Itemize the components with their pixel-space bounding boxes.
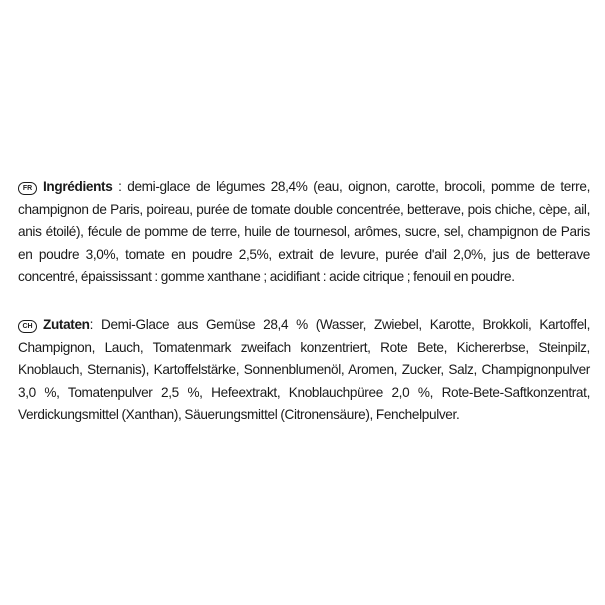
ingredients-fr-block xyxy=(18,176,590,289)
country-badge-ch: CH xyxy=(18,320,37,333)
ingredients-ch-text: : Demi-Glace aus Gemüse 28,4 % (Wasser, Zwiebel, Karotte, Brokkoli, Kartoffel, Champignon, Lauch, Tomatenmark zweifach konzentriert, Rote Bete, Kichererbse, Steinpilz, Knoblauch, Sternanis), Kartoffelstärke, Sonnenblumenöl, Aromen, Zucker, Salz, Champignonpulver 3,0 %, Tomatenpulver 2,5 %, Hefeextrakt, Knoblauchpüree 2,0 %, Rote-Bete-Saftkonzentrat, Verdickungsmittel (Xanthan), Säuerungsmittel (Citronensäure), Fenchelpulver. xyxy=(18,317,590,422)
ingredients-fr-text: : demi-glace de légumes 28,4% (eau, oignon, carotte, brocoli, pomme de terre, champignon de Paris, poireau, purée de tomate double concentrée, betterave, pois chiche, cèpe, ail, anis étoilé), fécule de pomme de terre, huile de tournesol, arômes, sucre, sel, champignon de Paris en poudre 3,0%, tomate en poudre 2,5%, extrait de levure, purée d'ail 2,0%, jus de betterave concentré, épaississant : gomme xanthane ; acidifiant : acide citrique ; fenouil en poudre. xyxy=(18,179,590,284)
ingredients-ch-heading: Zutaten xyxy=(43,317,90,332)
ingredients-ch-block xyxy=(18,314,590,427)
ingredients-fr-heading: Ingrédients xyxy=(43,179,113,194)
country-badge-fr: FR xyxy=(18,182,37,195)
